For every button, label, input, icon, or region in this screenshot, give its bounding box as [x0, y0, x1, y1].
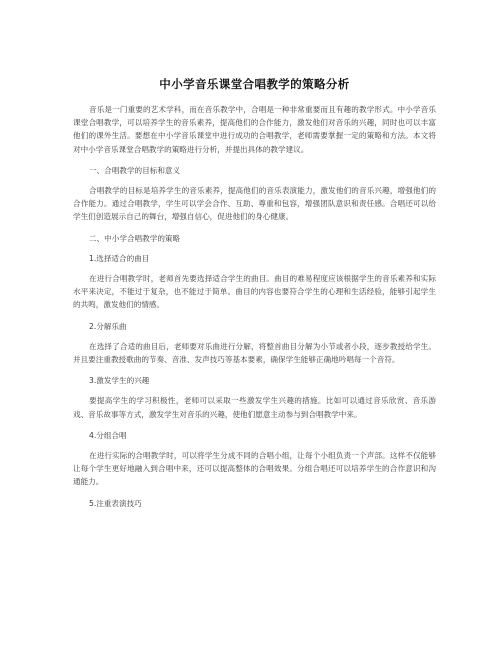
- section1-heading: 一、合唱教学的目标和意义: [89, 165, 181, 175]
- intro-paragraph: 音乐是一门重要的艺术学科，而在音乐教学中，合唱是一种非常重要而且有趣的教学形式。中小学音乐课堂合唱教学，可以培养学生的音乐素养，提高他们的合作能力，激发他们对音乐的兴趣，同时也可以丰富他们的课外生活。要想在中小学音乐课堂中进行成功的合唱教学，老师需要掌握一定的策略和方法。本文将对中小学音乐课堂合唱教学的策略进行分析，并提出具体的教学建议。: [73, 105, 436, 154]
- strategy-3-heading: 3.激发学生的兴趣: [89, 376, 150, 386]
- strategy-5-heading: 5.注重表演技巧: [89, 498, 142, 508]
- document-title: 中小学音乐课堂合唱教学的策略分析: [159, 77, 350, 91]
- strategy-2-heading: 2.分解乐曲: [89, 321, 127, 331]
- strategy-4-paragraph: 在进行实际的合唱教学时，可以将学生分成不同的合唱小组，让每个小组负责一个声部。这样不仅能够让每个学生更好地融入到合唱中来，还可以提高整体的合唱效果。分组合唱还可以培养学生的合作意识和沟通能力。: [73, 451, 436, 487]
- section1-paragraph: 合唱教学的目标是培养学生的音乐素养，提高他们的音乐表演能力，激发他们的音乐兴趣，增强他们的合作能力。通过合唱教学，学生可以学会合作、互助、尊重和包容，增强团队意识和责任感。合唱还可以给学生们创造展示自己的舞台，增强自信心，促进他们的身心健康。: [73, 186, 436, 222]
- strategy-1-paragraph: 在进行合唱教学时，老师首先要选择适合学生的曲目。曲目的难易程度应该根据学生的音乐素养和实际水平来决定，不能过于复杂，也不能过于简单。曲目的内容也要符合学生的心理和生活经验，能够引起学生的共鸣，激发他们的情感。: [73, 274, 436, 310]
- section2-heading: 二、中小学合唱教学的策略: [89, 233, 181, 243]
- strategy-2-paragraph: 在选择了合适的曲目后，老师要对乐曲进行分解，将整首曲目分解为小节或者小段，逐步教授给学生。并且要注重教授歌曲的节奏、音准、发声技巧等基本要素，确保学生能够正确地吟唱每一个音符。: [73, 341, 436, 365]
- strategy-3-paragraph: 要提高学生的学习积极性，老师可以采取一些激发学生兴趣的措施。比如可以通过音乐欣赏、音乐游戏、音乐故事等方式，激发学生对音乐的兴趣，使他们愿意主动参与到合唱教学中来。: [73, 396, 436, 419]
- strategy-1-heading: 1.选择适合的曲目: [89, 253, 150, 263]
- strategy-4-heading: 4.分组合唱: [89, 430, 127, 440]
